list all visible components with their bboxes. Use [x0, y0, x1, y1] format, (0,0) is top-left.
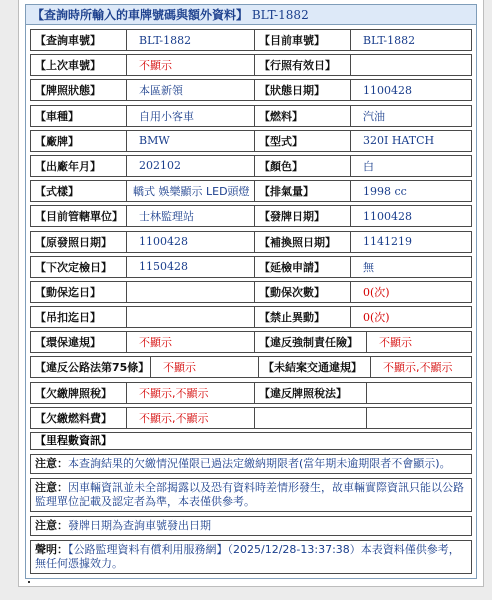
note-tag: 注意：	[35, 519, 68, 532]
field-label: 【牌照狀態】	[31, 80, 127, 100]
field-value: 本區新領	[127, 80, 255, 100]
bullet-dot	[28, 581, 30, 583]
table-row	[30, 54, 472, 76]
note-tag: 注意：	[35, 457, 68, 470]
note-text: 發牌日期為查詢車號發出日期	[68, 519, 211, 532]
notice-note	[30, 478, 472, 512]
field-value: BMW	[127, 131, 255, 151]
field-label: 【車種】	[31, 106, 127, 126]
field-value: 1998 cc	[363, 184, 407, 198]
note-tag: 聲明：	[35, 543, 68, 556]
field-label: 【動保迄日】	[31, 282, 127, 302]
table-row	[30, 205, 472, 227]
note-text: 因車輛資訊並未全部揭露以及恐有資料時差情形發生，故車輛實際資訊只能以公路監理單位記載及認定者為準，本表僅供參考。	[35, 481, 464, 508]
table-row	[30, 29, 472, 51]
disclaimer-note	[30, 540, 472, 574]
field-value: 1100428	[127, 232, 255, 252]
field-value: 不顯示,不顯示	[383, 361, 453, 375]
table-header	[26, 5, 476, 25]
table-row	[30, 407, 472, 429]
field-value: 0(次)	[363, 285, 390, 299]
field-value: 自用小客車	[127, 106, 255, 126]
field-value: 白	[363, 159, 374, 173]
table-row	[30, 331, 472, 353]
table-row	[30, 382, 472, 404]
notice-note	[30, 454, 472, 474]
field-label: 【目前車號】	[255, 30, 351, 50]
table-row	[30, 79, 472, 101]
field-label: 【狀態日期】	[255, 80, 351, 100]
header-plate: BLT-1882	[251, 8, 309, 22]
field-label: 【補換照日期】	[255, 232, 351, 252]
field-value	[367, 408, 471, 428]
info-rows	[26, 25, 476, 574]
field-label: 【排氣量】	[255, 181, 351, 201]
field-label: 【違反強制責任險】	[255, 332, 367, 352]
mileage-section-title: 【里程數資訊】	[30, 432, 472, 450]
field-value: 320I HATCH	[363, 134, 435, 148]
table-row	[30, 281, 472, 303]
field-label: 【吊扣迄日】	[31, 307, 127, 327]
field-label: 【廠牌】	[31, 131, 127, 151]
field-label: 【式樣】	[31, 181, 127, 201]
field-value: BLT-1882	[363, 33, 416, 47]
field-label: 【目前管轄單位】	[31, 206, 127, 226]
field-value: 1100428	[363, 209, 412, 223]
table-row	[30, 256, 472, 278]
field-value: 202102	[127, 156, 255, 176]
table-row	[30, 356, 472, 378]
field-value	[127, 307, 255, 327]
field-label: 【出廠年月】	[31, 156, 127, 176]
field-value: 不顯示	[127, 55, 255, 75]
field-value: 無	[363, 260, 374, 274]
field-value: 1100428	[363, 83, 412, 97]
field-value	[351, 55, 471, 75]
field-value: BLT-1882	[127, 30, 255, 50]
notice-note	[30, 516, 472, 536]
field-value: 汽油	[363, 109, 385, 123]
table-row	[30, 231, 472, 253]
table-row	[30, 130, 472, 152]
field-label: 【燃料】	[255, 106, 351, 126]
field-value: 不顯示	[127, 332, 255, 352]
field-label: 【查詢車號】	[31, 30, 127, 50]
field-value	[367, 383, 471, 403]
field-value: 不顯示,不顯示	[127, 383, 255, 403]
field-label: 【下次定檢日】	[31, 257, 127, 277]
field-label: 【違反牌照稅法】	[255, 383, 367, 403]
field-label: 【原發照日期】	[31, 232, 127, 252]
note-text: 本查詢結果的欠繳情況僅限已過法定繳納期限者(當年期未逾期限者不會顯示)。	[68, 457, 451, 470]
table-row	[30, 180, 472, 202]
field-label: 【未結案交通違規】	[259, 357, 371, 377]
table-row	[30, 155, 472, 177]
note-tag: 注意：	[35, 481, 68, 494]
field-label: 【延檢申請】	[255, 257, 351, 277]
field-label	[255, 408, 367, 428]
field-label: 【違反公路法第75條】	[31, 357, 151, 377]
header-title: 【查詢時所輸入的車牌號碼與額外資料】	[32, 8, 249, 22]
field-value: 1141219	[363, 235, 412, 248]
field-label: 【發牌日期】	[255, 206, 351, 226]
field-label: 【型式】	[255, 131, 351, 151]
field-value	[127, 282, 255, 302]
field-value: 0(次)	[363, 311, 390, 325]
field-label: 【行照有效日】	[255, 55, 351, 75]
note-text: 【公路監理資料有償利用服務網】（2025/12/28-13:37:38）本表資料僅供參考，無任何憑據效力。	[35, 543, 460, 570]
field-label: 【禁止異動】	[255, 307, 351, 327]
field-label: 【顏色】	[255, 156, 351, 176]
vehicle-info-table	[25, 4, 477, 579]
field-value: 不顯示,不顯示	[127, 408, 255, 428]
table-row	[30, 105, 472, 127]
field-value: 不顯示	[151, 357, 259, 377]
field-value: 不顯示	[379, 336, 412, 350]
field-label: 【動保次數】	[255, 282, 351, 302]
field-label: 【欠繳燃料費】	[31, 408, 127, 428]
field-value: 1150428	[127, 257, 255, 277]
field-label: 【環保違規】	[31, 332, 127, 352]
field-value: 士林監理站	[127, 206, 255, 226]
field-label: 【上次車號】	[31, 55, 127, 75]
field-label: 【欠繳牌照稅】	[31, 383, 127, 403]
table-row	[30, 306, 472, 328]
field-value: 轎式 娛樂顯示 LED頭燈	[127, 181, 255, 201]
